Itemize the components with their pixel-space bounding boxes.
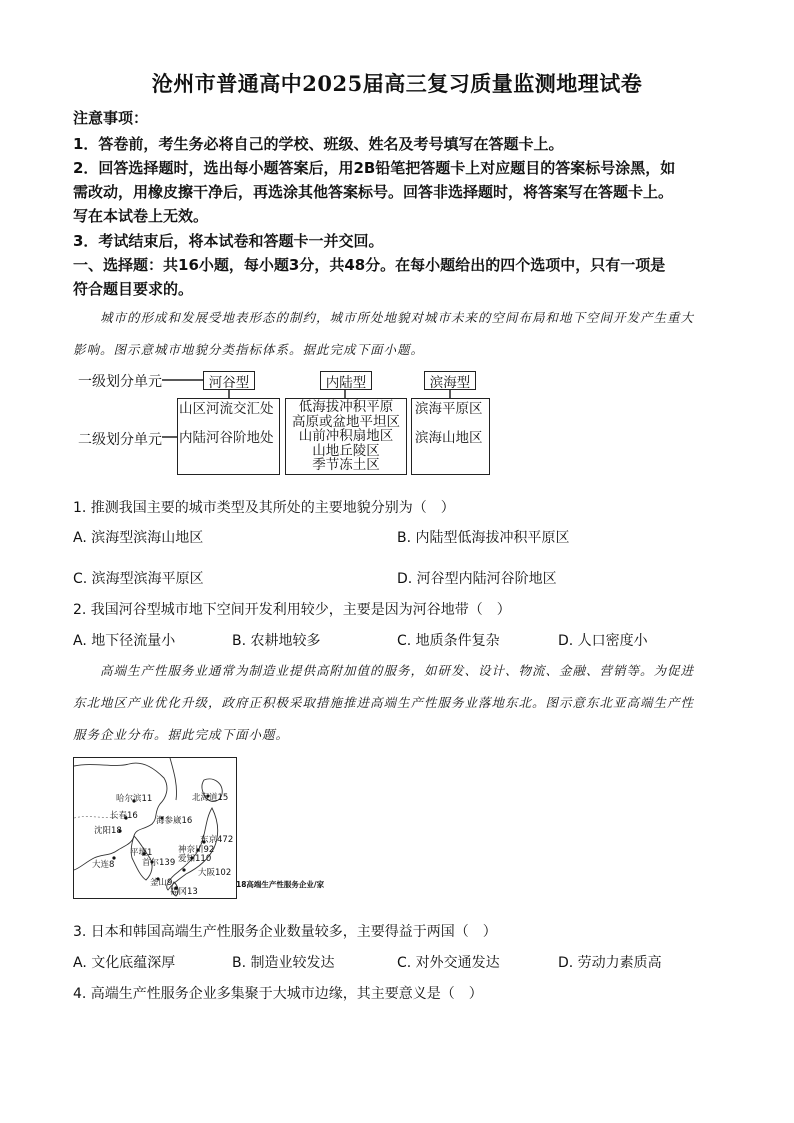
city-shenyang: 沈阳18 (94, 826, 122, 836)
level-1-label: 一级划分单元 (78, 374, 162, 390)
city-fukuoka: 福冈13 (170, 887, 198, 897)
q3-option-b: B. 制造业较发达 (232, 955, 335, 971)
valley-subtypes-box (177, 398, 280, 475)
northeast-asia-map (73, 757, 237, 899)
city-vladivostok: 海参崴16 (156, 816, 193, 826)
coastal-item-1: 滨海平原区 (415, 401, 483, 417)
type-inland-label: 内陆型 (325, 375, 367, 391)
q2-stem: 2. 我国河谷型城市地下空间开发利用较少，主要是因为河谷地带（ ） (73, 602, 511, 618)
q2-option-d: D. 人口密度小 (558, 633, 648, 649)
valley-item-1: 山区河流交汇处 (179, 401, 274, 417)
passage-1-line-1: 城市的形成和发展受地表形态的制约，城市所处地貌对城市未来的空间布局和地下空间开发产生重大 (100, 310, 695, 325)
section-1-line-1: 一、选择题：共16小题，每小题3分，共48分。在每小题给出的四个选项中，只有一项是 (73, 256, 666, 274)
q3-stem: 3. 日本和韩国高端生产性服务企业数量较多，主要得益于两国（ ） (73, 924, 497, 940)
inland-item-3: 山前冲积扇地区 (298, 428, 394, 444)
q1-option-a: A. 滨海型滨海山地区 (73, 530, 204, 546)
type-valley-label: 河谷型 (208, 375, 250, 391)
notice-item-2-line-2: 需改动，用橡皮擦干净后，再选涂其他答案标号。回答非选择题时，将答案写在答题卡上。 (73, 183, 674, 201)
inland-subtypes-box (285, 398, 407, 475)
q1-stem: 1. 推测我国主要的城市类型及其所处的主要地貌分别为（ ） (73, 500, 455, 516)
q3-option-a: A. 文化底蕴深厚 (73, 955, 176, 971)
inland-item-5: 季节冻土区 (312, 457, 380, 473)
notice-item-3: 3．考试结束后，将本试卷和答题卡一并交回。 (73, 232, 384, 250)
type-coastal-box (424, 371, 476, 390)
section-1-line-2: 符合题目要求的。 (73, 280, 194, 298)
inland-item-1: 低海拔冲积平原 (298, 399, 394, 415)
exam-title: 沧州市普通高中2025届高三复习质量监测地理试卷 (151, 71, 643, 96)
notice-item-2-line-1: 2．回答选择题时，选出每小题答案后，用2B铅笔把答题卡上对应题目的答案标号涂黑，如 (73, 159, 676, 177)
q3-option-d: D. 劳动力素质高 (558, 955, 662, 971)
coastal-subtypes-box (411, 398, 490, 475)
notice-item-2-line-3: 写在本试卷上无效。 (73, 207, 209, 225)
city-hokkaido: 北海道15 (192, 793, 229, 803)
city-tokyo: 东京472 (200, 835, 234, 845)
type-coastal-label: 滨海型 (429, 375, 471, 391)
city-harbin: 哈尔滨11 (116, 794, 153, 804)
city-busan: 釜山9 (150, 878, 173, 888)
type-inland-box (320, 371, 372, 390)
city-aichi: 爱知110 (178, 854, 212, 864)
inland-item-4: 山地丘陵区 (312, 442, 380, 459)
passage-2-line-1: 高端生产性服务业通常为制造业提供高附加值的服务，如研发、设计、物流、金融、营销等。为促进 (100, 663, 695, 678)
inland-item-2: 高原或盆地平坦区 (292, 413, 400, 430)
city-pyongyang: 平壤1 (130, 848, 153, 858)
city-dalian: 大连8 (92, 860, 115, 870)
city-changchun: 长春16 (110, 811, 138, 821)
valley-item-2: 内陆河谷阶地处 (179, 430, 274, 446)
notice-item-1: 1．答卷前，考生务必将自己的学校、班级、姓名及考号填写在答题卡上。 (73, 135, 564, 153)
q2-option-b: B. 农耕地较多 (232, 633, 321, 649)
map-legend: 18高端生产性服务企业/家 (236, 880, 325, 889)
q2-option-c: C. 地质条件复杂 (397, 633, 500, 649)
notice-heading: 注意事项： (73, 109, 149, 127)
q1-option-c: C. 滨海型滨海平原区 (73, 571, 204, 587)
level-2-label: 二级划分单元 (78, 432, 162, 448)
q2-option-a: A. 地下径流量小 (73, 633, 176, 649)
city-osaka: 大阪102 (198, 868, 232, 878)
q1-option-b: B. 内陆型低海拔冲积平原区 (397, 530, 570, 546)
city-kanagawa: 神奈川92 (178, 845, 215, 855)
passage-2-line-3: 服务企业分布。据此完成下面小题。 (73, 727, 290, 742)
type-valley-box (203, 371, 255, 390)
q1-option-d: D. 河谷型内陆河谷阶地区 (397, 571, 557, 587)
q4-stem: 4. 高端生产性服务企业多集聚于大城市边缘，其主要意义是（ ） (73, 986, 483, 1002)
coastal-item-2: 滨海山地区 (415, 430, 483, 446)
passage-2-line-2: 东北地区产业优化升级，政府正积极采取措施推进高端生产性服务业落地东北。图示意东北亚高端生产性 (73, 695, 695, 710)
city-seoul: 首尔139 (142, 858, 176, 868)
q3-option-c: C. 对外交通发达 (397, 955, 500, 971)
passage-1-line-2: 影响。图示意城市地貌分类指标体系。据此完成下面小题。 (73, 342, 425, 357)
